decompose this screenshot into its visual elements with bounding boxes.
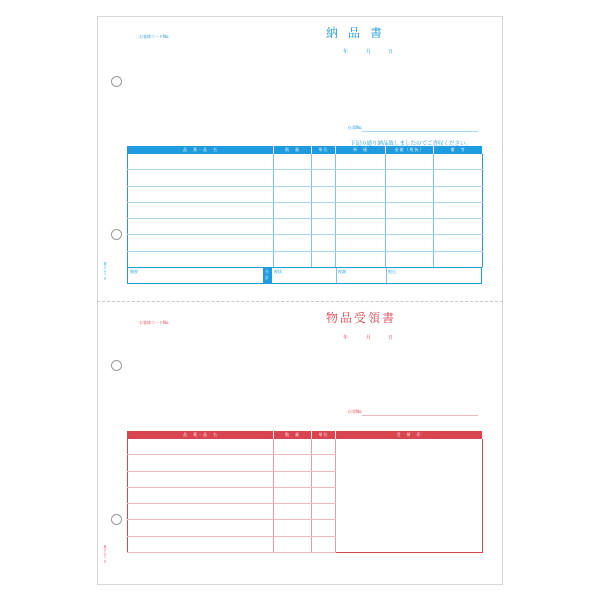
column-header-unit-price: 単 価 <box>336 147 386 154</box>
tax-free-label: 税抜 <box>274 269 282 274</box>
side-note: 日 ヒサゴ(株) <box>103 261 107 280</box>
table-row <box>128 251 483 267</box>
date-year-label: 年 <box>343 335 349 341</box>
slip-number-line <box>362 131 478 132</box>
date-day-label: 日 <box>388 49 394 55</box>
date-month-label: 月 <box>366 335 372 341</box>
column-header-quantity: 数 量 <box>274 147 312 154</box>
column-header-amount: 金額（税抜） <box>386 147 434 154</box>
slip-number-label: 伝票No. <box>348 125 363 130</box>
column-header-item: 品 番・品 名 <box>128 432 274 439</box>
column-header-quantity: 数 量 <box>274 432 312 439</box>
column-header-remarks: 備 考 <box>434 147 483 154</box>
table-row <box>128 235 483 251</box>
receipt-title: 物品受領書 <box>326 311 397 325</box>
table-row <box>128 439 483 455</box>
delivery-date <box>343 48 403 56</box>
punch-hole-icon <box>111 360 122 371</box>
slip-number-line <box>362 415 478 416</box>
punch-hole-icon <box>111 514 122 525</box>
table-header-row <box>128 147 483 154</box>
tax-label: 税額 <box>338 269 346 274</box>
delivery-title: 納品書 <box>326 26 393 40</box>
total-label: 合計 <box>265 269 269 280</box>
table-row <box>128 186 483 202</box>
delivery-footer <box>127 267 482 284</box>
receipt-date <box>343 334 403 342</box>
tax-in-label: 税込 <box>388 269 396 274</box>
column-header-unit: 単位 <box>312 432 336 439</box>
side-note: 日 ヒサゴ(株) <box>103 544 107 563</box>
punch-hole-icon <box>111 229 122 240</box>
table-row <box>128 202 483 218</box>
punch-hole-icon <box>111 76 122 87</box>
footer-divider <box>386 268 387 283</box>
memo-label: 摘要 <box>130 269 138 274</box>
slip-number-label: 伝票No. <box>348 409 363 414</box>
date-month-label: 月 <box>366 49 372 55</box>
column-header-seal: 受 領 印 <box>336 432 483 439</box>
date-year-label: 年 <box>343 49 349 55</box>
table-header-row <box>128 432 483 439</box>
column-header-unit: 単位 <box>312 147 336 154</box>
total-label-box <box>263 268 272 283</box>
delivery-notice: 下記の通り納品致しましたのでご査収ください。 <box>350 141 472 147</box>
table-row <box>128 154 483 170</box>
footer-divider <box>336 268 337 283</box>
perforation-line <box>97 301 503 302</box>
date-day-label: 日 <box>388 335 394 341</box>
column-header-item: 品 番・品 名 <box>128 147 274 154</box>
customer-code-label: お客様コードNo. <box>139 34 170 39</box>
table-row <box>128 170 483 186</box>
receipt-items-table <box>127 431 483 553</box>
table-row <box>128 219 483 235</box>
delivery-items-table <box>127 146 483 268</box>
customer-code-label: お客様コードNo. <box>139 320 170 325</box>
